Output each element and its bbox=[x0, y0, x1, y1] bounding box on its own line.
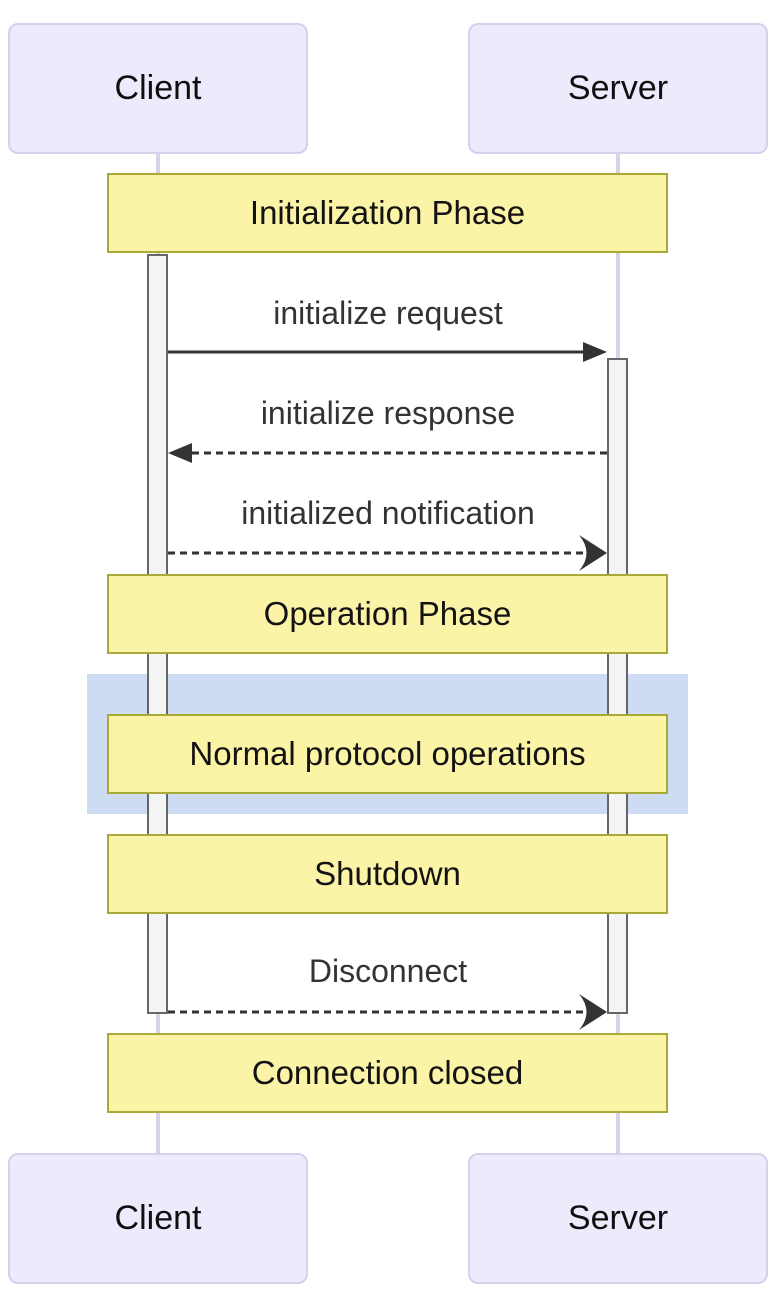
actor-label: Client bbox=[114, 1199, 202, 1237]
filled-arrowhead-left-icon bbox=[168, 443, 192, 463]
message-label-initialize-response: initialize response bbox=[260, 395, 516, 431]
server-activation-bar bbox=[607, 358, 628, 1014]
note-label: Operation Phase bbox=[263, 595, 512, 632]
note-operation-phase bbox=[107, 574, 668, 654]
note-connection-closed bbox=[107, 1033, 668, 1113]
note-label: Connection closed bbox=[251, 1054, 524, 1091]
actor-box-server-bottom bbox=[468, 1153, 768, 1284]
actor-label: Client bbox=[114, 69, 202, 107]
actor-label: Server bbox=[567, 1199, 669, 1237]
filled-arrowhead-right-icon bbox=[583, 342, 607, 362]
message-label-initialize-request: initialize request bbox=[273, 295, 503, 331]
actor-box-client-top bbox=[8, 23, 308, 154]
note-shutdown bbox=[107, 834, 668, 914]
note-initialization-phase bbox=[107, 173, 668, 253]
actor-box-client-bottom bbox=[8, 1153, 308, 1284]
arrow-initialize-request bbox=[168, 330, 608, 374]
arrow-initialized-notification bbox=[168, 531, 608, 575]
open-chevron-arrowhead-icon bbox=[579, 535, 607, 571]
message-label-initialized-notification: initialized notification bbox=[241, 495, 535, 531]
actor-label: Server bbox=[567, 69, 669, 107]
note-normal-protocol-operations bbox=[107, 714, 668, 794]
note-label: Initialization Phase bbox=[249, 194, 526, 231]
note-label: Normal protocol operations bbox=[189, 735, 586, 772]
open-chevron-arrowhead-icon bbox=[579, 994, 607, 1030]
actor-box-server-top bbox=[468, 23, 768, 154]
note-label: Shutdown bbox=[314, 855, 461, 892]
message-label-disconnect: Disconnect bbox=[308, 953, 468, 989]
arrow-initialize-response bbox=[168, 431, 608, 475]
arrow-disconnect bbox=[168, 990, 608, 1034]
